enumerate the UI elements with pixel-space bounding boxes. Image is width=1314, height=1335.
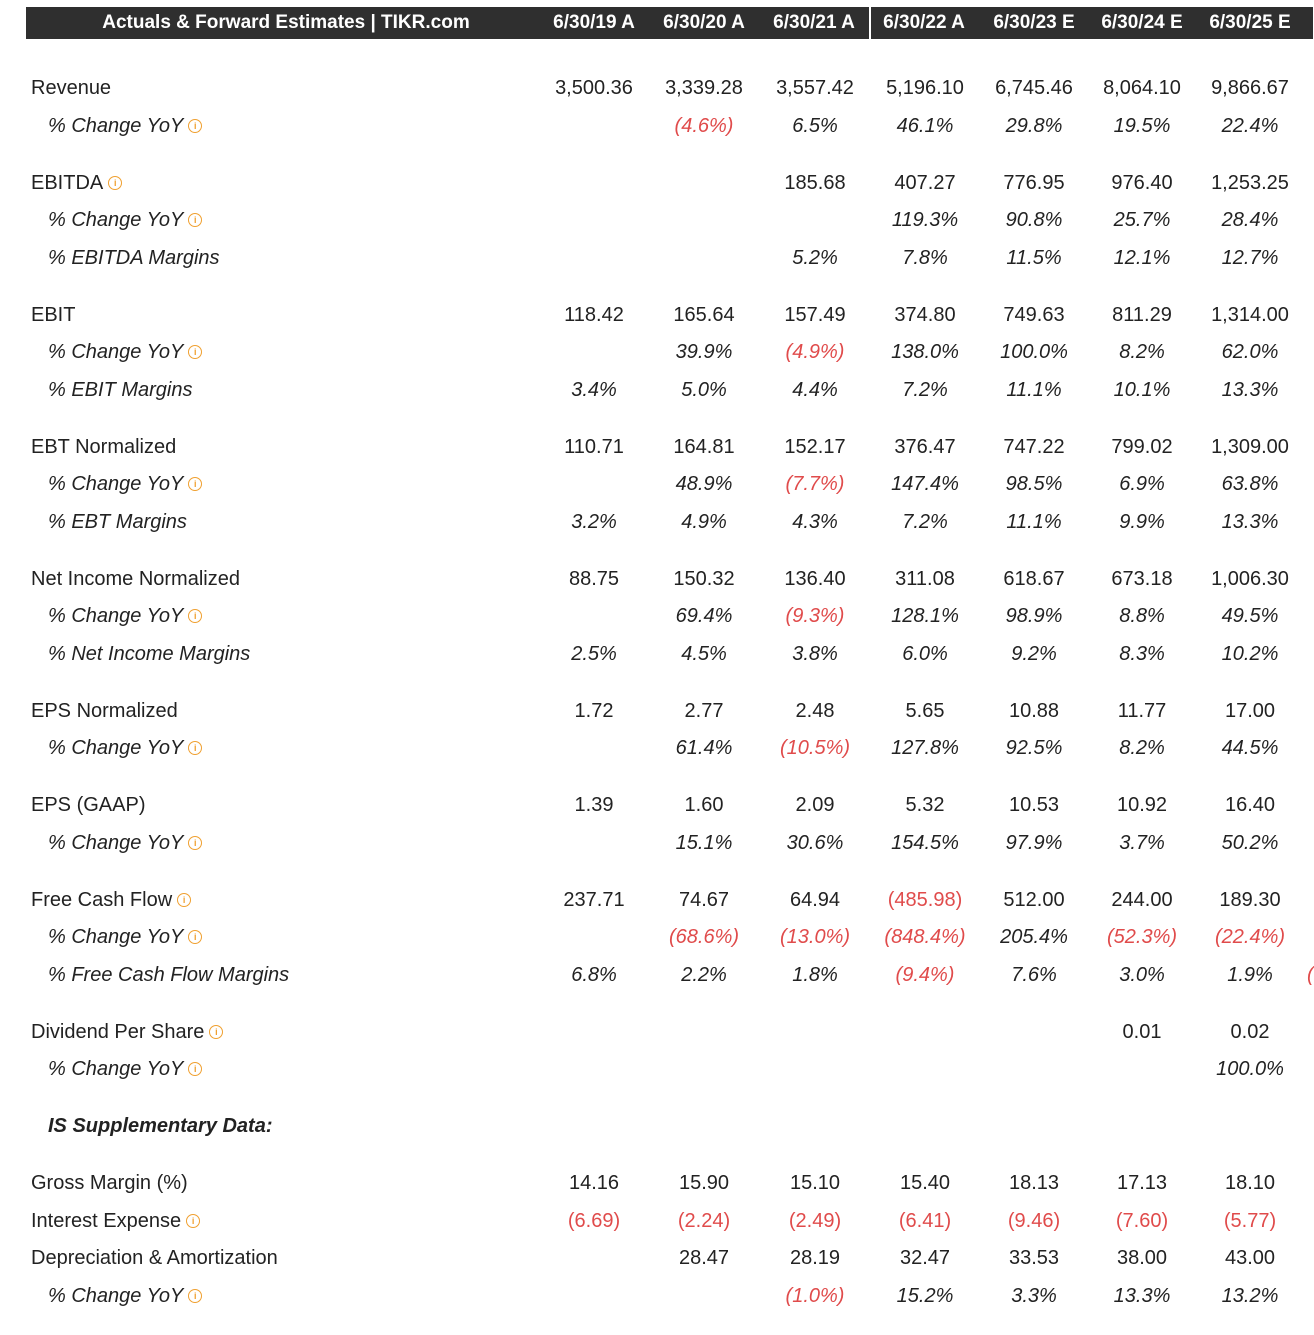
table-row-ebit (0, 298, 1313, 332)
table-cell: 9.9% (1119, 511, 1165, 533)
table-cell: 8.2% (1119, 737, 1165, 759)
table-cell: 119.3% (891, 209, 959, 231)
table-row-change-yoy (0, 920, 1313, 954)
table-cell: 118.42 (564, 304, 624, 326)
table-cell: 13.3% (1221, 511, 1279, 533)
table-cell: 5.0% (681, 379, 727, 401)
row-label (31, 562, 240, 596)
info-icon[interactable]: i (188, 930, 202, 944)
table-cell: 128.1% (891, 605, 959, 627)
row-label-text: Interest Expense (31, 1210, 182, 1232)
table-cell: 811.29 (1112, 304, 1172, 326)
table-cell: 2.09 (795, 794, 835, 816)
table-cell: 2.48 (795, 700, 835, 722)
row-label-text: % Change YoY (48, 341, 184, 363)
table-cell: 25.7% (1113, 209, 1171, 231)
row-label-text: % EBITDA Margins (48, 247, 220, 269)
table-cell: 407.27 (894, 172, 956, 194)
table-cell: 3.7% (1119, 832, 1165, 854)
table-row-change-yoy (0, 826, 1313, 860)
table-cell: 6.0% (902, 643, 948, 665)
table-cell: 28.47 (678, 1247, 730, 1269)
row-label (31, 883, 191, 917)
period-header: 6/30/19 A (553, 12, 635, 33)
table-row-change-yoy (0, 109, 1313, 143)
table-cell: 110.71 (564, 436, 624, 458)
row-label (31, 1204, 200, 1238)
table-cell: 100.0% (1000, 341, 1068, 363)
info-icon[interactable]: i (108, 176, 122, 190)
table-cell: 15.10 (789, 1172, 841, 1194)
period-header: 6/30/25 E (1209, 12, 1291, 33)
table-cell: 6.5% (792, 115, 838, 137)
table-cell: 44.5% (1221, 737, 1279, 759)
table-cell: 12.1% (1113, 247, 1171, 269)
table-cell: 376.47 (894, 436, 956, 458)
table-cell: 1,006.30 (1211, 568, 1289, 590)
table-row-change-yoy (0, 1052, 1313, 1086)
row-label (31, 1166, 188, 1200)
row-label-text: Dividend Per Share (31, 1021, 205, 1043)
info-icon[interactable]: i (188, 609, 202, 623)
table-cell: (22.4%) (1214, 926, 1286, 948)
table-cell: 69.4% (675, 605, 733, 627)
table-cell: 46.1% (896, 115, 954, 137)
table-row-change-yoy (0, 203, 1313, 237)
table-cell: 17.00 (1224, 700, 1276, 722)
row-label (48, 203, 202, 237)
table-cell: 3,557.42 (776, 77, 854, 99)
table-cell: 17.13 (1116, 1172, 1168, 1194)
table-cell: 1.39 (574, 794, 614, 816)
row-label-text: % Change YoY (48, 1285, 184, 1307)
table-cell: 33.53 (1008, 1247, 1060, 1269)
row-label-text: EBITDA (31, 172, 104, 194)
table-row-is-supplementary-data (0, 1109, 1313, 1143)
row-label-text: % Change YoY (48, 832, 184, 854)
table-cell: 88.75 (568, 568, 620, 590)
table-cell: (1.0%) (785, 1285, 845, 1307)
table-cell: 4.3% (792, 511, 838, 533)
table-cell: 100.0% (1216, 1058, 1284, 1080)
table-row-free-cash-flow-margins (0, 958, 1313, 992)
row-label (31, 1015, 223, 1049)
table-cell: 11.5% (1006, 247, 1062, 269)
table-row-depreciation-amortization (0, 1241, 1313, 1275)
table-cell: 1,309.00 (1211, 436, 1289, 458)
table-row-change-yoy (0, 731, 1313, 765)
table-cell: 4.9% (681, 511, 727, 533)
table-cell: 29.8% (1005, 115, 1063, 137)
period-header: 6/30/23 E (993, 12, 1075, 33)
table-cell: 98.5% (1005, 473, 1063, 495)
table-cell: 15.40 (899, 1172, 951, 1194)
table-cell: 6.9% (1119, 473, 1165, 495)
table-cell: 1,314.00 (1211, 304, 1289, 326)
table-row-change-yoy (0, 335, 1313, 369)
row-label-text: % Change YoY (48, 209, 184, 231)
table-row-change-yoy (0, 1279, 1313, 1313)
table-cell: 147.4% (891, 473, 959, 495)
table-cell: (485.98) (887, 889, 963, 911)
table-cell: 747.22 (1003, 436, 1065, 458)
table-cell: 5,196.10 (886, 77, 964, 99)
row-label-text: EPS Normalized (31, 700, 178, 722)
table-cell: (13.0%) (779, 926, 851, 948)
row-label-text: % Change YoY (48, 1058, 184, 1080)
table-cell: 2.2% (681, 964, 727, 986)
table-cell: 1.60 (684, 794, 724, 816)
table-row-ebt-normalized (0, 430, 1313, 464)
period-header: 6/30/21 A (773, 12, 855, 33)
table-row-eps-normalized (0, 694, 1313, 728)
table-cell: 10.92 (1116, 794, 1168, 816)
row-label (48, 637, 250, 671)
period-header: 6/30/22 A (883, 12, 965, 33)
table-cell: 15.1% (675, 832, 733, 854)
table-cell: 152.17 (784, 436, 846, 458)
row-label (31, 694, 178, 728)
table-cell: 9,866.67 (1211, 77, 1289, 99)
table-cell: 11.77 (1117, 700, 1167, 722)
table-cell: 3,500.36 (555, 77, 633, 99)
table-cell: 3.0% (1119, 964, 1165, 986)
table-cell: 157.49 (784, 304, 846, 326)
table-cell: 2.77 (684, 700, 724, 722)
table-cell: 164.81 (673, 436, 735, 458)
table-cell: 38.00 (1116, 1247, 1168, 1269)
row-label-text: EBT Normalized (31, 436, 177, 458)
table-cell: 9.2% (1011, 643, 1057, 665)
info-icon[interactable]: i (186, 1214, 200, 1228)
table-cell: 4.5% (681, 643, 727, 665)
row-label (31, 166, 122, 200)
period-header: 6/30/24 E (1101, 12, 1183, 33)
table-cell: 15.2% (896, 1285, 954, 1307)
table-row-ebt-margins (0, 505, 1313, 539)
table-cell: 150.32 (673, 568, 735, 590)
row-label (31, 430, 176, 464)
table-cell: 3.8% (792, 643, 838, 665)
table-cell: 61.4% (675, 737, 733, 759)
table-cell: (4.6%) (674, 115, 734, 137)
table-cell: 244.00 (1111, 889, 1173, 911)
table-cell: 1.72 (574, 700, 614, 722)
table-cell: 49.5% (1221, 605, 1279, 627)
row-label-text: % Net Income Margins (48, 643, 251, 665)
table-cell: 189.30 (1219, 889, 1281, 911)
table-cell: 0.02 (1230, 1021, 1270, 1043)
table-cell: (5.77) (1223, 1210, 1277, 1232)
table-cell: 18.10 (1224, 1172, 1276, 1194)
table-row-change-yoy (0, 599, 1313, 633)
table-cell: 2.5% (571, 643, 617, 665)
table-cell: 7.2% (902, 379, 948, 401)
table-cell: 7.2% (902, 511, 948, 533)
table-cell: 92.5% (1005, 737, 1063, 759)
table-cell: 10.88 (1008, 700, 1060, 722)
table-cell: 64.94 (789, 889, 841, 911)
table-cell: 13.3% (1221, 379, 1279, 401)
table-cell: (2.24) (677, 1210, 731, 1232)
table-cell: 749.63 (1003, 304, 1065, 326)
row-label-text: Free Cash Flow (31, 889, 173, 911)
table-cell: 11.1% (1006, 511, 1062, 533)
row-label (48, 505, 187, 539)
row-label (48, 241, 220, 275)
table-row-interest-expense (0, 1204, 1313, 1238)
table-cell: (6.69) (567, 1210, 621, 1232)
table-cell: 3.2% (571, 511, 617, 533)
row-label (48, 1109, 273, 1143)
table-cell: 90.8% (1005, 209, 1063, 231)
table-cell: 5.65 (905, 700, 945, 722)
info-icon[interactable]: i (177, 893, 191, 907)
row-label (48, 920, 202, 954)
table-cell: 32.47 (899, 1247, 951, 1269)
table-cell: (9.46) (1007, 1210, 1061, 1232)
table-cell: 10.1% (1113, 379, 1171, 401)
table-row-free-cash-flow (0, 883, 1313, 917)
row-label-text: % Change YoY (48, 115, 184, 137)
table-cell: 3.4% (571, 379, 617, 401)
row-label (48, 109, 202, 143)
table-cell: 0.01 (1122, 1021, 1162, 1043)
row-label (48, 335, 202, 369)
row-label (48, 731, 202, 765)
row-label-text: Depreciation & Amortization (31, 1247, 278, 1269)
table-cell: 618.67 (1003, 568, 1065, 590)
table-row-revenue (0, 71, 1313, 105)
info-icon[interactable]: i (209, 1025, 223, 1039)
row-label-text: % Change YoY (48, 605, 184, 627)
row-label-text: IS Supplementary Data: (48, 1115, 273, 1137)
table-cell: 374.80 (894, 304, 956, 326)
table-cell: 1.8% (792, 964, 838, 986)
table-cell: 62.0% (1221, 341, 1279, 363)
table-cell: 7.6% (1011, 964, 1057, 986)
row-label (48, 1279, 202, 1313)
row-label (31, 298, 75, 332)
row-label-text: Gross Margin (%) (31, 1172, 188, 1194)
table-cell: 311.08 (895, 568, 955, 590)
table-cell: 4.4% (792, 379, 838, 401)
table-cell: 8.8% (1119, 605, 1165, 627)
table-cell: 138.0% (891, 341, 959, 363)
table-row-eps-gaap (0, 788, 1313, 822)
row-label-text: % Change YoY (48, 737, 184, 759)
row-label (48, 599, 202, 633)
table-cell: 28.19 (789, 1247, 841, 1269)
row-label (48, 958, 289, 992)
table-cell: 5.32 (905, 794, 945, 816)
table-cell: (52.3%) (1106, 926, 1178, 948)
table-cell: (9.4%) (895, 964, 955, 986)
row-label (48, 826, 202, 860)
table-cell: 8.2% (1119, 341, 1165, 363)
table-cell: 799.02 (1111, 436, 1173, 458)
table-cell: 237.71 (563, 889, 625, 911)
table-cell: (2.49) (788, 1210, 842, 1232)
info-icon[interactable]: i (188, 1062, 202, 1076)
table-cell: 74.67 (678, 889, 730, 911)
row-label-text: % Change YoY (48, 926, 184, 948)
table-cell: 976.40 (1111, 172, 1173, 194)
table-cell: 19.5% (1113, 115, 1171, 137)
table-cell: 185.68 (784, 172, 846, 194)
table-row-ebitda-margins (0, 241, 1313, 275)
table-row-gross-margin (0, 1166, 1313, 1200)
table-cell: 8,064.10 (1103, 77, 1181, 99)
row-label-text: % Free Cash Flow Margins (48, 964, 290, 986)
table-cell: 7.8% (902, 247, 948, 269)
table-cell: 50.2% (1221, 832, 1279, 854)
table-cell: 205.4% (1000, 926, 1068, 948)
table-cell: 3,339.28 (665, 77, 743, 99)
row-label (31, 1241, 278, 1275)
table-cell: (4.9%) (785, 341, 845, 363)
table-cell: (7.7%) (785, 473, 845, 495)
row-label (31, 788, 145, 822)
row-label-text: % EBIT Margins (48, 379, 193, 401)
info-icon[interactable]: i (188, 741, 202, 755)
table-cell: 673.18 (1111, 568, 1173, 590)
row-label-text: % EBT Margins (48, 511, 187, 533)
table-cell: 16.40 (1224, 794, 1276, 816)
clipped-edge-text: ( (1307, 964, 1314, 986)
table-cell: 11.1% (1006, 379, 1062, 401)
row-label-text: EPS (GAAP) (31, 794, 146, 816)
table-cell: (9.3%) (785, 605, 845, 627)
table-cell: 22.4% (1221, 115, 1279, 137)
table-row-ebitda (0, 166, 1313, 200)
row-label-text: Net Income Normalized (31, 568, 240, 590)
table-title: Actuals & Forward Estimates | TIKR.com (102, 12, 470, 33)
table-row-net-income-normalized (0, 562, 1313, 596)
info-icon[interactable]: i (188, 119, 202, 133)
row-label-text: % Change YoY (48, 473, 184, 495)
table-cell: (10.5%) (779, 737, 851, 759)
table-cell: (7.60) (1115, 1210, 1169, 1232)
table-cell: 39.9% (675, 341, 733, 363)
table-cell: 98.9% (1005, 605, 1063, 627)
table-cell: 1.9% (1227, 964, 1273, 986)
row-label-text: EBIT (31, 304, 76, 326)
table-cell: 6.8% (571, 964, 617, 986)
table-cell: (848.4%) (884, 926, 966, 948)
table-cell: 165.64 (673, 304, 735, 326)
table-row-dividend-per-share (0, 1015, 1313, 1049)
table-cell: (6.41) (898, 1210, 952, 1232)
table-row-net-income-margins (0, 637, 1313, 671)
table-cell: 154.5% (891, 832, 959, 854)
table-cell: 13.2% (1221, 1285, 1279, 1307)
table-cell: 1,253.25 (1211, 172, 1289, 194)
info-icon[interactable]: i (188, 1289, 202, 1303)
table-cell: 30.6% (786, 832, 844, 854)
table-cell: 136.40 (784, 568, 846, 590)
table-cell: 512.00 (1003, 889, 1065, 911)
table-cell: 5.2% (792, 247, 838, 269)
table-cell: 10.2% (1221, 643, 1279, 665)
table-cell: 14.16 (568, 1172, 620, 1194)
table-cell: 97.9% (1005, 832, 1063, 854)
table-cell: 13.3% (1113, 1285, 1171, 1307)
row-label-text: Revenue (31, 77, 112, 99)
period-header: 6/30/20 A (663, 12, 745, 33)
info-icon[interactable]: i (188, 477, 202, 491)
table-cell: 8.3% (1119, 643, 1165, 665)
table-cell: 10.53 (1008, 794, 1060, 816)
table-cell: (68.6%) (668, 926, 740, 948)
row-label (48, 373, 192, 407)
table-cell: 12.7% (1221, 247, 1279, 269)
table-cell: 127.8% (891, 737, 959, 759)
row-label (48, 1052, 202, 1086)
table-cell: 43.00 (1224, 1247, 1276, 1269)
row-label (48, 467, 202, 501)
info-icon[interactable]: i (188, 836, 202, 850)
table-cell: 18.13 (1008, 1172, 1060, 1194)
table-cell: 48.9% (675, 473, 733, 495)
table-cell: 28.4% (1221, 209, 1279, 231)
table-row-ebit-margins (0, 373, 1313, 407)
table-row-change-yoy (0, 467, 1313, 501)
info-icon[interactable]: i (188, 345, 202, 359)
table-cell: 6,745.46 (995, 77, 1073, 99)
table-cell: 776.95 (1003, 172, 1065, 194)
table-cell: 3.3% (1011, 1285, 1057, 1307)
info-icon[interactable]: i (188, 213, 202, 227)
table-cell: 15.90 (678, 1172, 730, 1194)
row-label (31, 71, 111, 105)
table-cell: 63.8% (1221, 473, 1279, 495)
